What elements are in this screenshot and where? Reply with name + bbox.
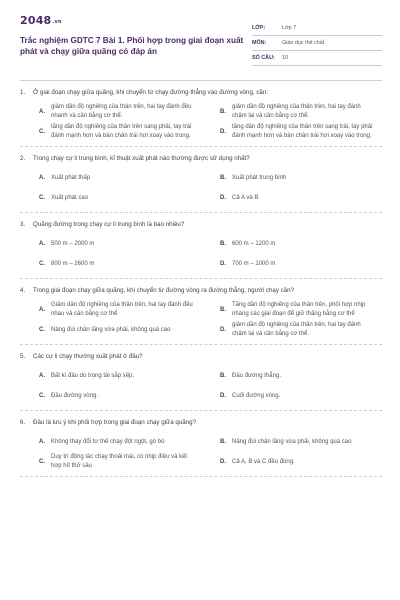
- question-header: [20, 352, 382, 361]
- answer-option[interactable]: [201, 300, 382, 320]
- answer-option[interactable]: [20, 366, 201, 386]
- option-letter: A.: [39, 373, 45, 379]
- option-letter: D.: [220, 327, 226, 333]
- answer-option[interactable]: [20, 300, 201, 320]
- question-number: 2.: [20, 155, 26, 162]
- answer-option[interactable]: [201, 102, 382, 122]
- option-letter: D.: [220, 195, 226, 201]
- option-text: Duy trì động tác chạy thoải mái, có nhịp điệu và kết hợp hít thở sâu: [51, 454, 188, 469]
- question-number: 4.: [20, 287, 26, 294]
- option-text: Đầu đường thẳng.: [232, 372, 281, 379]
- option-letter: B.: [220, 175, 226, 181]
- question-text: Trong chạy cự li trung bình, kĩ thuật xuất phát nào thường được sử dụng nhất?: [33, 155, 250, 162]
- option-letter: A.: [39, 175, 45, 181]
- question-number: 3.: [20, 221, 26, 228]
- option-text: tăng dần độ nghiêng của thân trên sang phải, tay trái đánh mạnh hơn và bàn chân trái hơi xoay vào trong.: [51, 124, 192, 139]
- meta-row: [252, 21, 382, 36]
- answer-option[interactable]: [20, 188, 201, 208]
- option-letter: D.: [220, 129, 226, 135]
- question-header: [20, 220, 382, 229]
- answer-options: [20, 102, 382, 142]
- answer-option[interactable]: [20, 320, 201, 340]
- site-logo[interactable]: [20, 14, 248, 27]
- meta-value: Giáo dục thể chất: [282, 40, 325, 46]
- option-letter: C.: [39, 261, 45, 267]
- option-letter: D.: [220, 459, 226, 465]
- meta-label: MÔN:: [252, 40, 267, 46]
- question-text: Quãng đường trong chạy cự li trung bình là bao nhiêu?: [33, 221, 185, 228]
- answer-options: [20, 300, 382, 340]
- question-list: [20, 88, 382, 477]
- answer-option[interactable]: [20, 432, 201, 452]
- answer-option[interactable]: [201, 188, 382, 208]
- option-letter: A.: [39, 307, 45, 313]
- question-item: [20, 220, 382, 279]
- meta-label: LỚP:: [252, 25, 266, 31]
- option-text: tăng dần độ nghiêng của thân trên sang trái, tay phải đánh mạnh hơn và bàn chân trái hơi xoay vào trong.: [232, 124, 373, 139]
- option-text: Cuối đường vòng.: [232, 392, 281, 399]
- option-letter: C.: [39, 195, 45, 201]
- option-letter: A.: [39, 109, 45, 115]
- option-letter: B.: [220, 373, 226, 379]
- answer-option[interactable]: [201, 386, 382, 406]
- answer-option[interactable]: [20, 122, 201, 142]
- answer-option[interactable]: [20, 234, 201, 254]
- answer-option[interactable]: [20, 452, 201, 472]
- option-letter: C.: [39, 327, 45, 333]
- question-item: [20, 418, 382, 477]
- answer-option[interactable]: [20, 102, 201, 122]
- option-text: Cả A và B: [232, 194, 259, 201]
- option-text: giảm dần độ nghiêng của thân trên, hai tay đánh chậm lại và cân bằng cơ thể.: [232, 322, 361, 337]
- answer-option[interactable]: [201, 234, 382, 254]
- meta-row: [252, 51, 382, 66]
- header-left: [20, 14, 248, 66]
- answer-option[interactable]: [20, 168, 201, 188]
- option-letter: B.: [220, 307, 226, 313]
- answer-option[interactable]: [201, 122, 382, 142]
- meta-info: [252, 21, 382, 66]
- question-item: [20, 154, 382, 213]
- option-letter: D.: [220, 393, 226, 399]
- option-text: Cả A, B và C đều đúng.: [232, 458, 295, 465]
- document-title: Trắc nghiệm GDTC 7 Bài 1. Phối hợp trong giai đoạn xuất phát và chạy giữa quãng có đáp án: [20, 36, 244, 56]
- option-text: Xuất phát cao: [51, 194, 89, 201]
- option-letter: A.: [39, 439, 45, 445]
- option-text: Xuất phát thấp: [51, 174, 91, 181]
- question-item: [20, 286, 382, 345]
- option-letter: C.: [39, 129, 45, 135]
- option-text: Đầu đường vòng.: [51, 392, 98, 399]
- answer-option[interactable]: [201, 366, 382, 386]
- question-number: 1.: [20, 89, 26, 96]
- answer-option[interactable]: [201, 168, 382, 188]
- question-text: Trong giai đoạn chạy giữa quãng, khi chuyển từ đường vòng ra đường thẳng, người chạy cần?: [33, 287, 295, 294]
- option-text: Không thay đổi tư thế chạy đột ngột, gò bó: [51, 438, 165, 445]
- option-text: Giảm dần độ nghiêng của thân trên, hai tay đánh đều nhau và cân bằng cơ thể: [51, 302, 193, 317]
- answer-option[interactable]: [201, 320, 382, 340]
- option-text: 700 m – 1000 m: [232, 260, 276, 267]
- option-letter: C.: [39, 393, 45, 399]
- answer-option[interactable]: [201, 432, 382, 452]
- option-text: Nâng đùi chân lăng vừa phải, không quá cao: [51, 326, 171, 333]
- question-header: [20, 286, 382, 295]
- document-header: [20, 14, 382, 66]
- answer-option[interactable]: [20, 386, 201, 406]
- option-letter: B.: [220, 439, 226, 445]
- answer-options: [20, 168, 382, 208]
- meta-row: [252, 36, 382, 51]
- logo-tld: .vn: [52, 19, 62, 25]
- question-header: [20, 154, 382, 163]
- option-text: Xuất phát trung bình: [232, 174, 287, 181]
- option-text: Bất kì đâu do trọng tài sắp xếp.: [51, 372, 135, 379]
- header-divider: [20, 80, 382, 81]
- option-text: 600 m – 1200 m: [232, 240, 276, 247]
- option-text: Tăng dần độ nghiêng của thân trên, phối hợp nhịp nhàng các giai đoạn để giữ thăng bằng cơ thể: [232, 302, 366, 317]
- question-header: [20, 88, 382, 97]
- answer-options: [20, 432, 382, 472]
- question-number: 6.: [20, 419, 26, 426]
- question-item: [20, 88, 382, 147]
- option-text: 800 m – 2600 m: [51, 260, 95, 267]
- question-text: Ở giai đoạn chạy giữa quãng, khi chuyển từ chạy đường thẳng vào đường vòng, cần:: [33, 89, 269, 96]
- answer-options: [20, 366, 382, 406]
- question-header: [20, 418, 382, 427]
- option-letter: B.: [220, 241, 226, 247]
- meta-value: 10: [282, 55, 288, 61]
- option-letter: C.: [39, 459, 45, 465]
- question-item: [20, 352, 382, 411]
- answer-options: [20, 234, 382, 274]
- answer-option[interactable]: [20, 254, 201, 274]
- meta-value: Lớp 7: [282, 25, 297, 31]
- option-text: Nâng đùi chân lăng vừa phải, không quá cao: [232, 438, 352, 445]
- option-letter: D.: [220, 261, 226, 267]
- option-text: giảm dần độ nghiêng của thân trên, hai tay đánh đều nhanh và cân bằng cơ thể.: [51, 104, 192, 119]
- option-letter: A.: [39, 241, 45, 247]
- logo-text: 2048: [20, 14, 52, 27]
- option-letter: B.: [220, 109, 226, 115]
- option-text: 500 m – 2000 m: [51, 240, 95, 247]
- answer-option[interactable]: [201, 254, 382, 274]
- question-number: 5.: [20, 353, 26, 360]
- option-text: giảm dần độ nghiêng của thân trên, hai tay đánh chậm lại và cân bằng cơ thể.: [232, 104, 361, 119]
- answer-option[interactable]: [201, 452, 382, 472]
- question-text: Các cự li chạy thường xuất phát ở đâu?: [33, 353, 143, 360]
- question-text: Đâu là lưu ý khi phối hợp trong giai đoạn chạy giữa quãng?: [33, 419, 197, 426]
- meta-label: SỐ CÂU:: [252, 55, 275, 61]
